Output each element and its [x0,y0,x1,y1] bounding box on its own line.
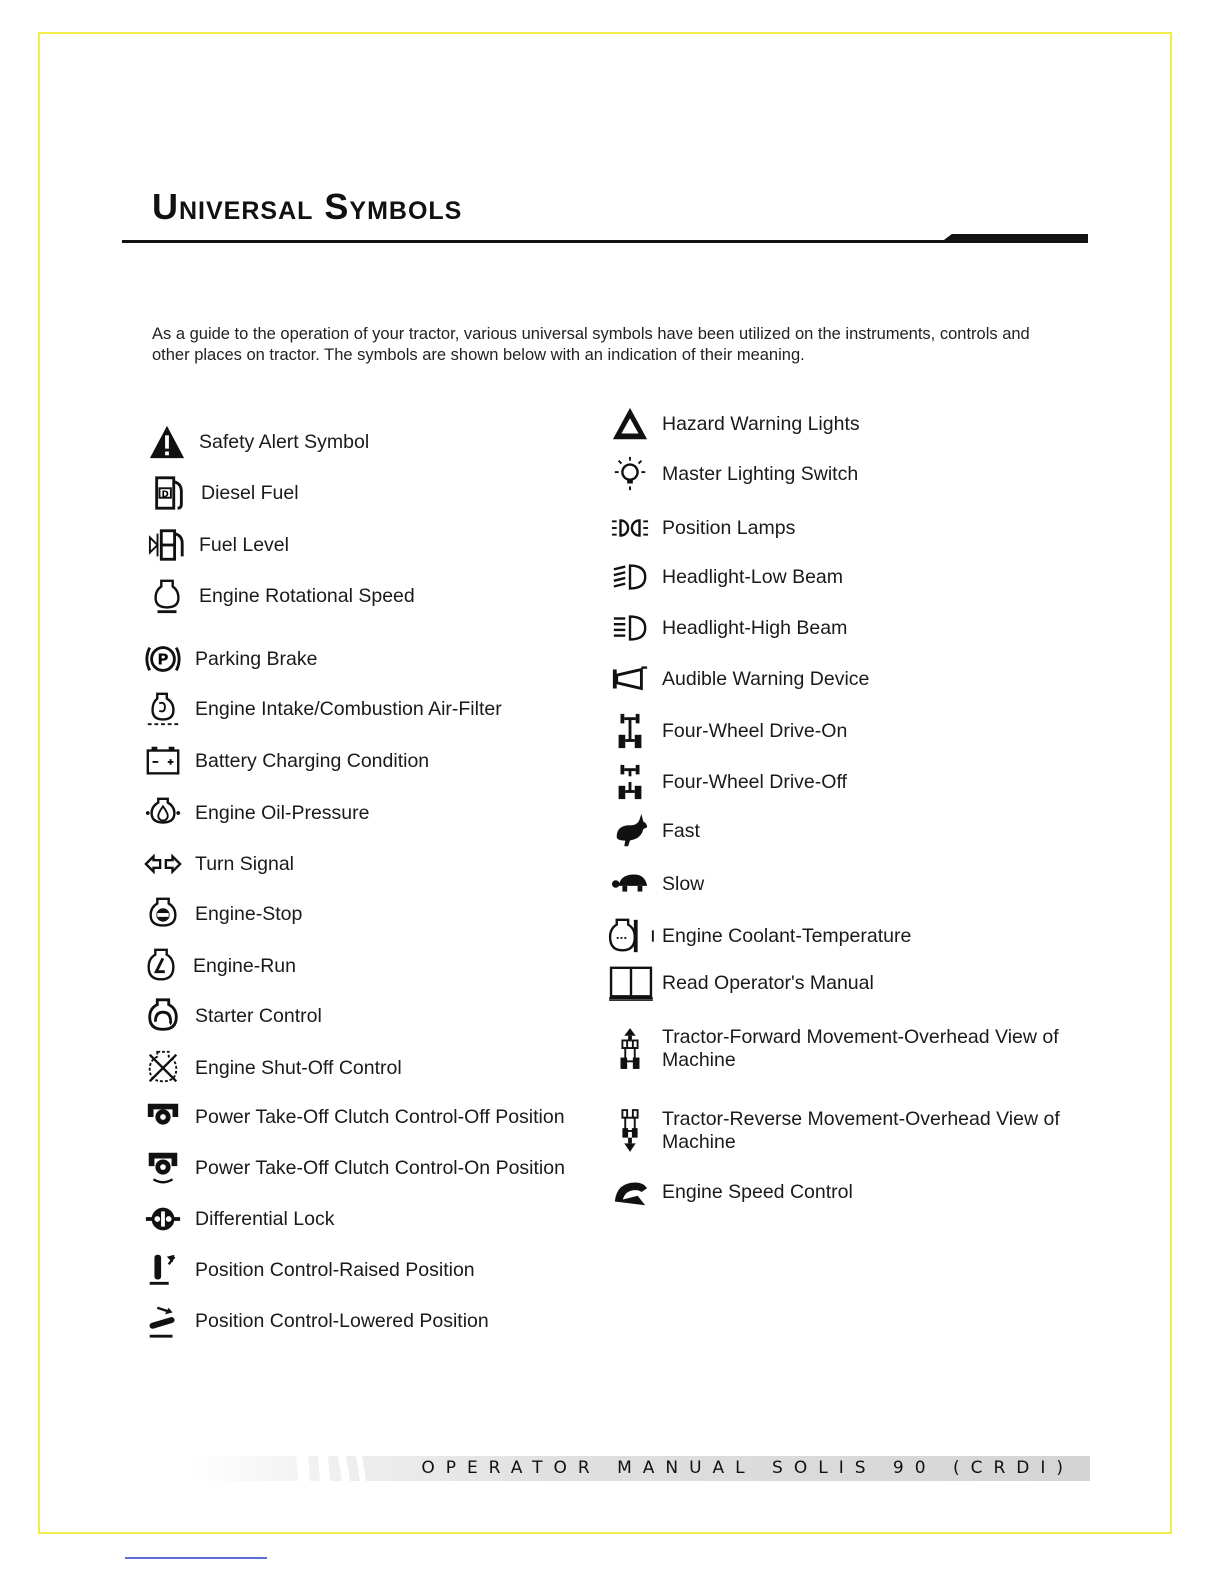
svg-text:P: P [157,650,169,669]
symbol-label: Tractor-Reverse Movement-Overhead View of Machine [662,1108,1060,1153]
symbol-row [147,422,369,462]
symbol-row [610,762,847,802]
turn-signal-icon [143,844,183,884]
symbol-row [143,1199,334,1239]
symbol-label: Engine Speed Control [662,1180,853,1203]
horn-icon [610,659,650,699]
symbol-row [143,1148,565,1188]
air-filter-icon [143,689,183,729]
engine-stop-icon [143,894,183,934]
symbol-label: Engine Shut-Off Control [195,1056,402,1079]
diesel-fuel-icon [149,473,189,513]
symbol-label: Read Operator's Manual [662,971,874,994]
symbol-label: Fuel Level [199,533,289,556]
symbol-row [147,576,415,616]
symbol-row [610,711,847,751]
symbol-label: Master Lighting Switch [662,462,859,485]
symbol-row [610,404,860,444]
symbol-label: Battery Charging Condition [195,749,430,772]
symbol-row [610,864,704,904]
symbol-row [143,741,429,781]
symbol-row [141,946,296,986]
position-raised-icon [143,1250,183,1290]
symbol-row [610,1108,1082,1154]
symbol-row [143,996,322,1036]
operator-manual-icon [606,963,656,1003]
symbol-row [606,963,874,1003]
position-lowered-icon [143,1301,183,1341]
engine-run-icon [141,946,181,986]
intro-paragraph: As a guide to the operation of your tractor, various universal symbols have been utilized on the instruments, controls and other places on tractor. The symbols are shown below with an indication of their meaning. [152,325,1030,364]
symbol-row [143,894,302,934]
symbol-row [149,473,299,513]
position-lamps-icon [610,508,650,548]
symbol-label: Engine Oil-Pressure [195,801,370,824]
symbol-label: Engine Intake/Combustion Air-Filter [195,697,502,720]
bottom-link-underline [125,1557,267,1559]
pto-on-icon [143,1148,183,1188]
symbol-row [604,916,911,956]
symbol-row [143,1097,565,1137]
engine-shutoff-icon [143,1048,183,1088]
symbol-row [610,1172,853,1212]
symbol-label: Power Take-Off Clutch Control-Off Position [195,1105,565,1128]
symbol-row [610,608,847,648]
symbol-row [610,659,869,699]
symbol-label: Hazard Warning Lights [662,412,860,435]
svg-text:D: D [161,489,169,500]
symbol-label: Slow [662,872,705,895]
symbol-label: Position Lamps [662,516,796,539]
rabbit-icon [610,811,650,851]
symbol-row [610,557,843,597]
symbol-label: Engine Coolant-Temperature [662,924,912,947]
starter-control-icon [143,996,183,1036]
symbol-row [610,508,795,548]
footer-stripes [296,1456,376,1481]
pto-off-icon [143,1097,183,1137]
symbol-row [147,525,289,565]
symbol-row [143,1250,475,1290]
engine-speed-control-icon [610,1172,650,1212]
symbol-label: Turn Signal [195,852,294,875]
title-rule-accent [940,234,1088,243]
symbol-label: Four-Wheel Drive-On [662,719,848,742]
symbol-row [143,1301,489,1341]
symbol-label: Diesel Fuel [201,481,299,504]
symbol-label: Starter Control [195,1004,322,1027]
differential-lock-icon [143,1199,183,1239]
4wd-off-icon [610,762,650,802]
symbol-label: Power Take-Off Clutch Control-On Position [195,1156,565,1179]
symbol-label: Parking Brake [195,647,318,670]
symbol-row [610,811,700,851]
tractor-forward-icon [610,1026,650,1072]
symbol-row [610,454,858,494]
symbol-label: Headlight-Low Beam [662,565,844,588]
symbol-label: Audible Warning Device [662,667,870,690]
symbol-label: Position Control-Raised Position [195,1258,475,1281]
hazard-warning-icon [610,404,650,444]
symbol-label: Differential Lock [195,1207,335,1230]
symbol-row [143,1048,402,1088]
symbol-label: Tractor-Forward Movement-Overhead View of Machine [662,1026,1059,1071]
symbol-label: Position Control-Lowered Position [195,1309,489,1332]
symbol-label: Safety Alert Symbol [199,430,370,453]
battery-icon [143,741,183,781]
page-title: Universal Symbols [152,186,463,227]
oil-pressure-icon [143,793,183,833]
high-beam-icon [610,608,650,648]
coolant-temperature-icon [604,916,658,956]
4wd-on-icon [610,711,650,751]
footer-text: OPERATOR MANUAL SOLIS 90 (CRDI) [421,1458,1074,1478]
symbol-label: Headlight-High Beam [662,616,848,639]
symbol-row [610,1026,1082,1072]
symbol-row [143,793,370,833]
symbol-label: Engine-Stop [195,902,303,925]
low-beam-icon [610,557,650,597]
symbol-row [143,844,294,884]
symbol-row [143,639,317,679]
master-lighting-icon [610,454,650,494]
fuel-level-icon [147,525,187,565]
symbol-label: Four-Wheel Drive-Off [662,770,847,793]
symbol-label: Engine-Run [193,954,296,977]
safety-alert-icon [147,422,187,462]
symbol-row [143,689,502,729]
turtle-icon [610,864,650,904]
symbol-label: Fast [662,819,700,842]
symbol-label: Engine Rotational Speed [199,584,415,607]
parking-brake-icon [143,639,183,679]
engine-rotational-speed-icon [147,576,187,616]
tractor-reverse-icon [610,1108,650,1154]
